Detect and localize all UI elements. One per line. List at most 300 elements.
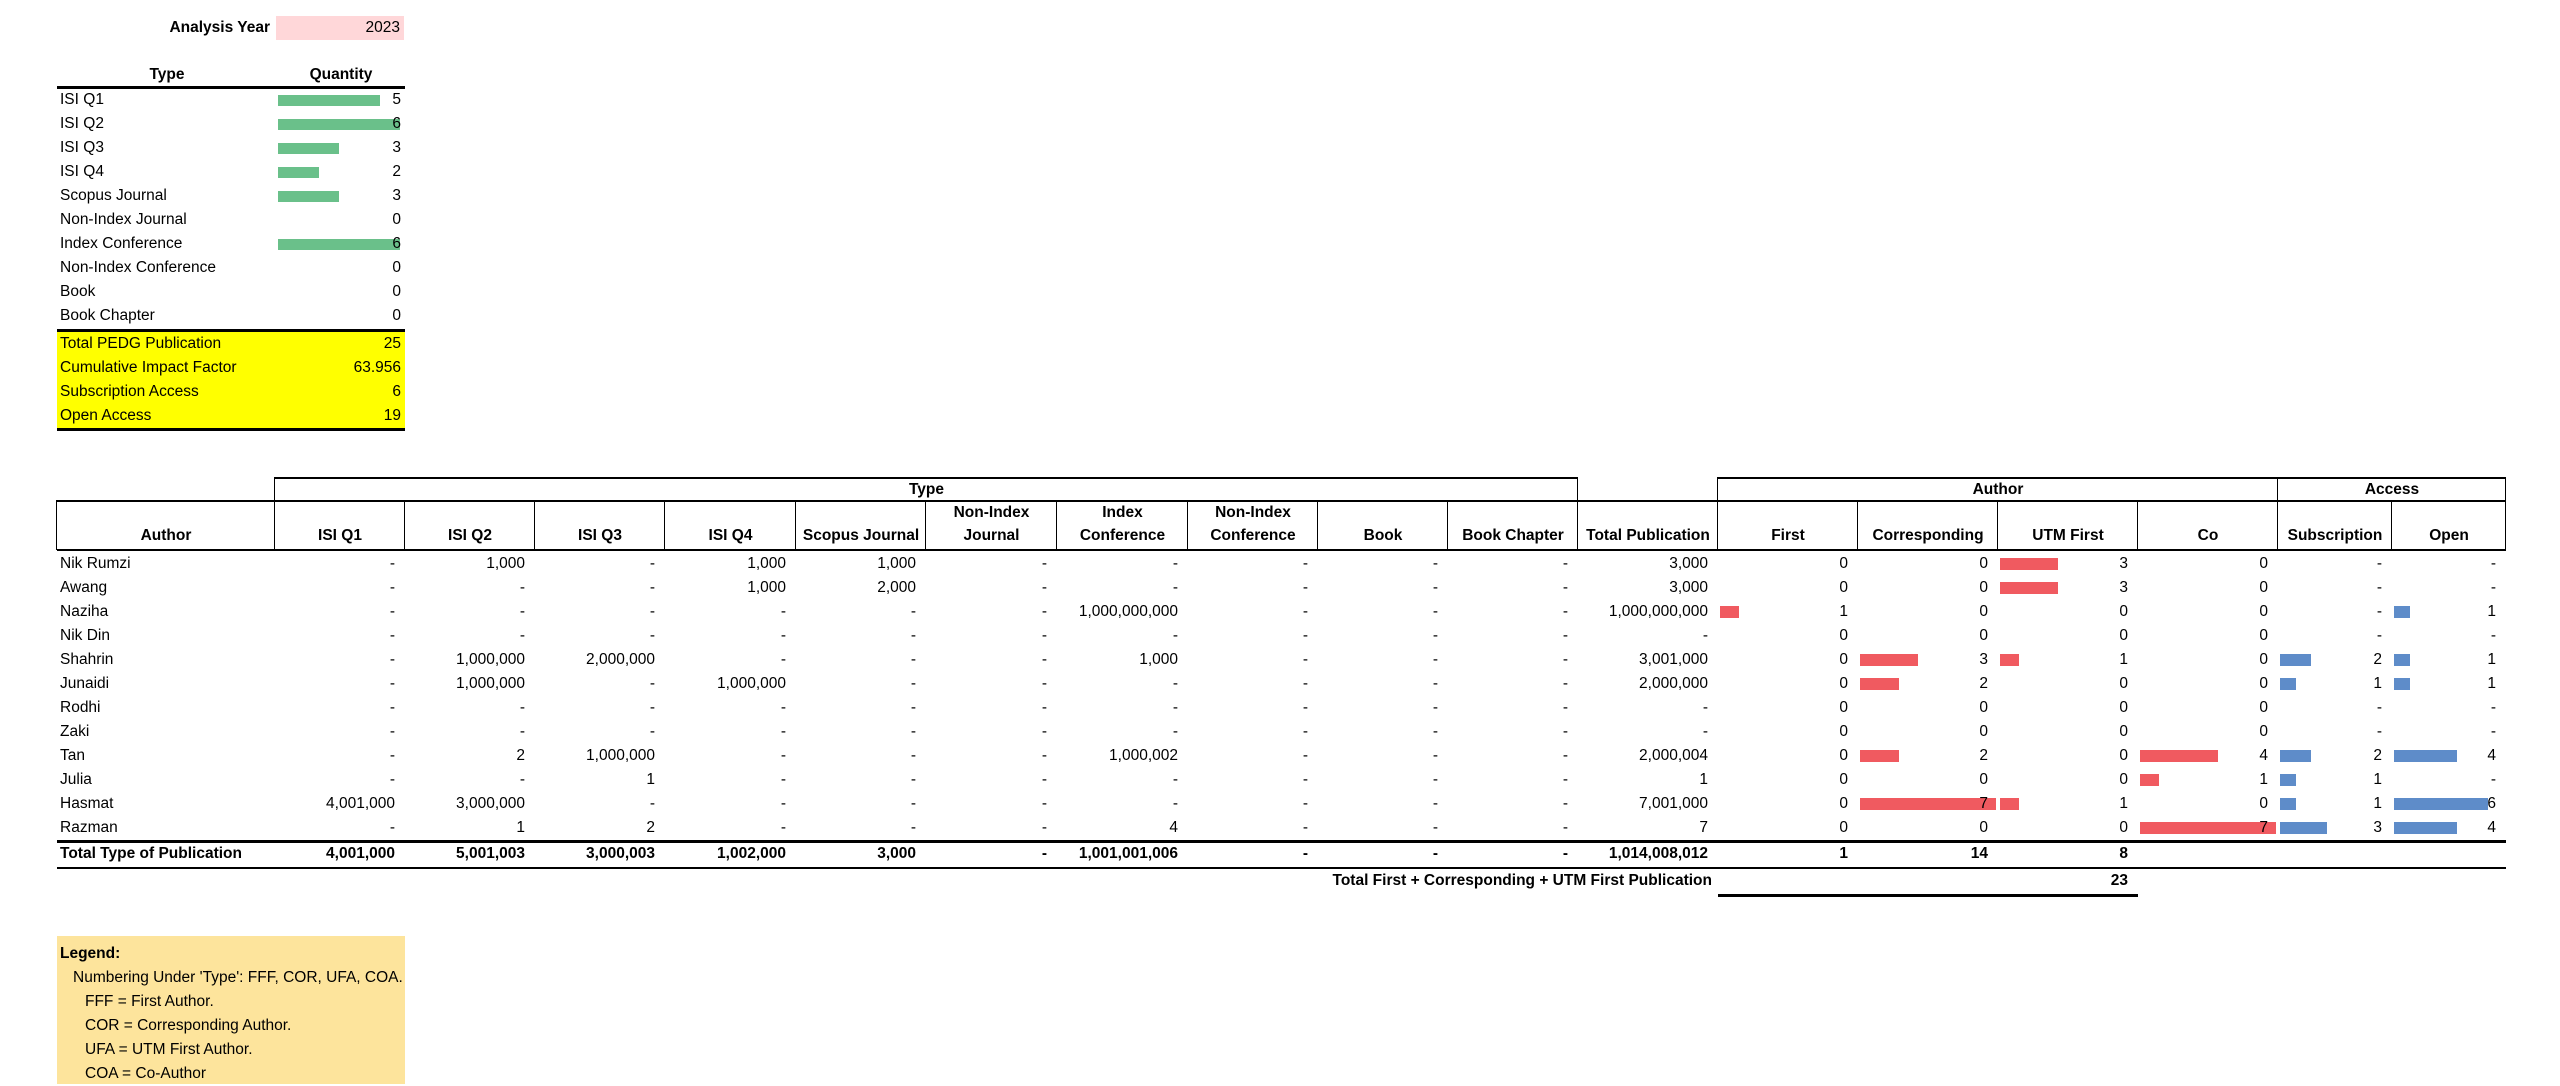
cell-q1[interactable]: -	[389, 627, 395, 644]
cell-q1[interactable]: -	[389, 723, 395, 740]
author-name: Razman	[60, 819, 118, 836]
cell-total[interactable]: 3,000	[1669, 555, 1708, 572]
cell-nic[interactable]: -	[1302, 627, 1308, 644]
grand-total-label: Total First + Corresponding + UTM First Publication	[1332, 872, 1712, 889]
cell-total[interactable]: 1	[1699, 771, 1708, 788]
cell-q1[interactable]: -	[389, 651, 395, 668]
cell-q1[interactable]: -	[389, 555, 395, 572]
cell-open[interactable]: 6	[2487, 795, 2496, 812]
cell-sub[interactable]: 2	[2373, 651, 2382, 668]
cell-q3[interactable]: -	[649, 723, 655, 740]
cell-q1[interactable]: -	[389, 603, 395, 620]
cell-book[interactable]: -	[1432, 723, 1438, 740]
cell-q3[interactable]: -	[649, 579, 655, 596]
cell-corr[interactable]: 0	[1979, 819, 1988, 836]
header-bottom-rule	[57, 549, 2506, 551]
cell-nic[interactable]: -	[1302, 795, 1308, 812]
cell-first[interactable]: 0	[1839, 819, 1848, 836]
cell-scopus[interactable]: -	[910, 699, 916, 716]
column-header: Total Publication	[1586, 527, 1710, 544]
cell-q3[interactable]: -	[649, 555, 655, 572]
cell-total[interactable]: 3,000	[1669, 579, 1708, 596]
grand-total-value: 23	[2110, 872, 2128, 889]
group-header-access: Access	[2364, 481, 2420, 498]
summary-row-qty[interactable]: 5	[392, 91, 401, 108]
cell-open[interactable]: -	[2490, 627, 2496, 644]
cell-q4[interactable]: -	[780, 723, 786, 740]
column-header: ISI Q1	[318, 527, 362, 544]
cell-corr[interactable]: 0	[1979, 555, 1988, 572]
cell-nij[interactable]: -	[1041, 555, 1047, 572]
cell-ic[interactable]: -	[1172, 675, 1178, 692]
legend-line: Numbering Under 'Type': FFF, COR, UFA, COA.	[73, 969, 403, 986]
cell-book[interactable]: -	[1432, 771, 1438, 788]
total-row-label: Total Type of Publication	[60, 845, 242, 862]
cell-corr[interactable]: 0	[1979, 771, 1988, 788]
summary-total-value[interactable]: 6	[392, 383, 401, 400]
cell-q3[interactable]: -	[649, 699, 655, 716]
author-name: Julia	[60, 771, 92, 788]
summary-total-label: Total PEDG Publication	[60, 335, 222, 352]
cell-utm[interactable]: 1	[2119, 795, 2128, 812]
cell-q4[interactable]: -	[780, 771, 786, 788]
cell-co[interactable]: 0	[2259, 579, 2268, 596]
cell-bc[interactable]: -	[1562, 627, 1568, 644]
cell-q4[interactable]: -	[780, 651, 786, 668]
cell-bc[interactable]: -	[1562, 675, 1568, 692]
cell-q4[interactable]: 1,000	[747, 579, 786, 596]
cell-q2[interactable]: 2	[516, 747, 525, 764]
cell-q4[interactable]: -	[780, 603, 786, 620]
cell-utm[interactable]: 0	[2119, 675, 2128, 692]
cell-q3[interactable]: -	[649, 627, 655, 644]
cell-q4[interactable]: -	[780, 699, 786, 716]
summary-row-qty[interactable]: 0	[392, 211, 401, 228]
cell-q2[interactable]: 3,000,000	[456, 795, 525, 812]
cell-q2[interactable]: -	[519, 579, 525, 596]
cell-bc[interactable]: -	[1562, 579, 1568, 596]
column-header: UTM First	[2032, 527, 2104, 544]
cell-open[interactable]: -	[2490, 699, 2496, 716]
cell-ic[interactable]: -	[1172, 771, 1178, 788]
total-row-q3: 3,000,003	[586, 845, 655, 862]
summary-row-qty[interactable]: 0	[392, 307, 401, 324]
cell-q1[interactable]: -	[389, 771, 395, 788]
cell-q3[interactable]: -	[649, 795, 655, 812]
summary-total-value[interactable]: 19	[383, 407, 401, 424]
summary-row-qty[interactable]: 3	[392, 139, 401, 156]
cell-q4[interactable]: 1,000,000	[717, 675, 786, 692]
summary-row-qty[interactable]: 0	[392, 283, 401, 300]
cell-total[interactable]: 2,000,000	[1639, 675, 1708, 692]
cell-total[interactable]: 1,000,000,000	[1608, 603, 1708, 620]
total-row-book: -	[1432, 845, 1438, 862]
cell-ic[interactable]: 1,000,000,000	[1078, 603, 1178, 620]
column-header: Non-Index	[953, 504, 1030, 521]
legend-line: FFF = First Author.	[85, 993, 214, 1010]
cell-utm[interactable]: 0	[2119, 819, 2128, 836]
cell-utm[interactable]: 0	[2119, 723, 2128, 740]
column-header: Book Chapter	[1462, 527, 1564, 544]
cell-ic[interactable]: -	[1172, 579, 1178, 596]
cell-co[interactable]: 0	[2259, 723, 2268, 740]
cell-open[interactable]: 1	[2487, 651, 2496, 668]
legend-line: UFA = UTM First Author.	[85, 1041, 253, 1058]
total-row-utm: 8	[2119, 845, 2128, 862]
summary-total-label: Cumulative Impact Factor	[60, 359, 237, 376]
column-header: ISI Q3	[578, 527, 622, 544]
cell-q3[interactable]: 2	[646, 819, 655, 836]
cell-scopus[interactable]: -	[910, 603, 916, 620]
cell-q4[interactable]: -	[780, 819, 786, 836]
column-header: Non-Index	[1215, 504, 1291, 521]
cell-nij[interactable]: -	[1041, 675, 1047, 692]
legend-line: COR = Corresponding Author.	[85, 1017, 292, 1034]
cell-total[interactable]: -	[1702, 723, 1708, 740]
cell-sub[interactable]: -	[2376, 699, 2382, 716]
cell-ic[interactable]: -	[1172, 723, 1178, 740]
cell-utm[interactable]: 0	[2119, 699, 2128, 716]
summary-row-type: ISI Q1	[60, 91, 104, 108]
cell-book[interactable]: -	[1432, 795, 1438, 812]
total-row-ic: 1,001,001,006	[1078, 845, 1178, 862]
cell-book[interactable]: -	[1432, 651, 1438, 668]
cell-bc[interactable]: -	[1562, 603, 1568, 620]
summary-row-type: ISI Q3	[60, 139, 104, 156]
cell-nij[interactable]: -	[1041, 699, 1047, 716]
grand-total-rule	[1718, 894, 2138, 897]
summary-row-type: Non-Index Conference	[60, 259, 216, 276]
cell-total[interactable]: -	[1702, 627, 1708, 644]
summary-row-type: ISI Q4	[60, 163, 104, 180]
cell-total[interactable]: -	[1702, 699, 1708, 716]
cell-first[interactable]: 0	[1839, 795, 1848, 812]
cell-scopus[interactable]: -	[910, 795, 916, 812]
cell-total[interactable]: 2,000,004	[1639, 747, 1708, 764]
cell-q2[interactable]: -	[519, 627, 525, 644]
cell-open[interactable]: -	[2490, 555, 2496, 572]
cell-open[interactable]: -	[2490, 771, 2496, 788]
summary-row-type: Index Conference	[60, 235, 183, 252]
legend-box	[57, 936, 405, 1084]
author-name: Shahrin	[60, 651, 114, 668]
summary-row-qty[interactable]: 6	[392, 115, 401, 132]
cell-nij[interactable]: -	[1041, 723, 1047, 740]
cell-first[interactable]: 0	[1839, 699, 1848, 716]
cell-q2[interactable]: 1,000,000	[456, 675, 525, 692]
cell-nij[interactable]: -	[1041, 771, 1047, 788]
total-row-q2: 5,001,003	[456, 845, 525, 862]
cell-q3[interactable]: -	[649, 675, 655, 692]
summary-total-label: Open Access	[60, 407, 152, 424]
cell-scopus[interactable]: -	[910, 771, 916, 788]
cell-open[interactable]: 4	[2487, 819, 2496, 836]
cell-scopus[interactable]: 1,000	[877, 555, 916, 572]
cell-open[interactable]: 1	[2487, 603, 2496, 620]
cell-utm[interactable]: 0	[2119, 771, 2128, 788]
total-row-first: 1	[1839, 845, 1848, 862]
cell-co[interactable]: 7	[2259, 819, 2268, 836]
cell-co[interactable]: 0	[2259, 651, 2268, 668]
cell-q2[interactable]: 1,000	[486, 555, 525, 572]
cell-co[interactable]: 0	[2259, 675, 2268, 692]
cell-co[interactable]: 0	[2259, 699, 2268, 716]
cell-q2[interactable]: -	[519, 771, 525, 788]
column-header: ISI Q2	[448, 527, 492, 544]
column-header: Conference	[1210, 527, 1296, 544]
summary-row-qty[interactable]: 3	[392, 187, 401, 204]
cell-sub[interactable]: -	[2376, 603, 2382, 620]
header-top-rule	[57, 500, 275, 502]
cell-q2[interactable]: 1	[516, 819, 525, 836]
cell-nij[interactable]: -	[1041, 819, 1047, 836]
cell-sub[interactable]: 1	[2373, 675, 2382, 692]
cell-q3[interactable]: 1,000,000	[586, 747, 655, 764]
cell-q4[interactable]: -	[780, 627, 786, 644]
cell-nic[interactable]: -	[1302, 699, 1308, 716]
summary-row-type: Book	[60, 283, 96, 300]
cell-nic[interactable]: -	[1302, 819, 1308, 836]
cell-co[interactable]: 4	[2259, 747, 2268, 764]
summary-row-qty[interactable]: 0	[392, 259, 401, 276]
column-header: Co	[2197, 527, 2219, 544]
summary-row-type: Non-Index Journal	[60, 211, 187, 228]
cell-sub[interactable]: 1	[2373, 771, 2382, 788]
cell-scopus[interactable]: -	[910, 627, 916, 644]
cell-q1[interactable]: -	[389, 747, 395, 764]
cell-co[interactable]: 1	[2259, 771, 2268, 788]
cell-bc[interactable]: -	[1562, 651, 1568, 668]
cell-sub[interactable]: 2	[2373, 747, 2382, 764]
cell-sub[interactable]: -	[2376, 627, 2382, 644]
analysis-year-input[interactable]: 2023	[276, 16, 404, 40]
author-name: Junaidi	[60, 675, 110, 692]
summary-row-qty[interactable]: 2	[392, 163, 401, 180]
cell-corr[interactable]: 0	[1979, 603, 1988, 620]
cell-q4[interactable]: -	[780, 795, 786, 812]
cell-q1[interactable]: -	[389, 819, 395, 836]
author-name: Awang	[60, 579, 108, 596]
total-row-total: 1,014,008,012	[1608, 845, 1708, 862]
cell-bc[interactable]: -	[1562, 555, 1568, 572]
cell-q1[interactable]: -	[389, 699, 395, 716]
summary-totals-bottom-rule	[57, 428, 405, 431]
column-header: Book	[1363, 527, 1403, 544]
author-name: Hasmat	[60, 795, 114, 812]
cell-nij[interactable]: -	[1041, 651, 1047, 668]
cell-bc[interactable]: -	[1562, 771, 1568, 788]
summary-total-label: Subscription Access	[60, 383, 199, 400]
cell-first[interactable]: 1	[1839, 603, 1848, 620]
total-row-corr: 14	[1970, 845, 1988, 862]
cell-q3[interactable]: 2,000,000	[586, 651, 655, 668]
cell-utm[interactable]: 1	[2119, 651, 2128, 668]
legend-line: COA = Co-Author	[85, 1065, 207, 1082]
cell-q4[interactable]: -	[780, 747, 786, 764]
cell-nic[interactable]: -	[1302, 603, 1308, 620]
cell-total[interactable]: 7	[1699, 819, 1708, 836]
cell-q1[interactable]: -	[389, 579, 395, 596]
cell-ic[interactable]: 1,000,002	[1109, 747, 1178, 764]
cell-corr[interactable]: 7	[1979, 795, 1988, 812]
summary-header-type: Type	[149, 66, 185, 83]
cell-q3[interactable]: -	[649, 603, 655, 620]
column-header: Scopus Journal	[802, 527, 920, 544]
author-name: Tan	[60, 747, 85, 764]
cell-nic[interactable]: -	[1302, 747, 1308, 764]
summary-row-type: Scopus Journal	[60, 187, 167, 204]
cell-q1[interactable]: 4,001,000	[326, 795, 395, 812]
cell-ic[interactable]: 1,000	[1139, 651, 1178, 668]
summary-row-qty[interactable]: 6	[392, 235, 401, 252]
cell-nic[interactable]: -	[1302, 675, 1308, 692]
cell-corr[interactable]: 2	[1979, 747, 1988, 764]
column-header: Index	[1102, 504, 1143, 521]
column-header: Subscription	[2287, 527, 2383, 544]
cell-first[interactable]: 0	[1839, 723, 1848, 740]
column-header: Journal	[963, 527, 1020, 544]
column-header: Author	[140, 527, 192, 544]
legend-title: Legend:	[60, 945, 121, 962]
cell-first[interactable]: 0	[1839, 747, 1848, 764]
summary-row-type: Book Chapter	[60, 307, 155, 324]
cell-nic[interactable]: -	[1302, 555, 1308, 572]
cell-sub[interactable]: 3	[2373, 819, 2382, 836]
cell-ic[interactable]: -	[1172, 795, 1178, 812]
total-row-scopus: 3,000	[877, 845, 916, 862]
cell-ic[interactable]: -	[1172, 627, 1178, 644]
cell-corr[interactable]: 0	[1979, 699, 1988, 716]
summary-total-value[interactable]: 25	[383, 335, 401, 352]
cell-nij[interactable]: -	[1041, 747, 1047, 764]
column-header: ISI Q4	[708, 527, 753, 544]
author-name: Nik Din	[60, 627, 110, 644]
cell-bc[interactable]: -	[1562, 723, 1568, 740]
total-row-q4: 1,002,000	[717, 845, 786, 862]
cell-scopus[interactable]: -	[910, 819, 916, 836]
cell-first[interactable]: 0	[1839, 651, 1848, 668]
cell-sub[interactable]: -	[2376, 555, 2382, 572]
cell-book[interactable]: -	[1432, 675, 1438, 692]
cell-q2[interactable]: -	[519, 699, 525, 716]
author-name: Nik Rumzi	[60, 555, 131, 572]
cell-bc[interactable]: -	[1562, 699, 1568, 716]
cell-total[interactable]: 7,001,000	[1639, 795, 1708, 812]
summary-total-value[interactable]: 63.956	[353, 359, 401, 376]
cell-utm[interactable]: 0	[2119, 627, 2128, 644]
cell-sub[interactable]: 1	[2373, 795, 2382, 812]
cell-nij[interactable]: -	[1041, 603, 1047, 620]
cell-bc[interactable]: -	[1562, 795, 1568, 812]
cell-q3[interactable]: 1	[646, 771, 655, 788]
cell-book[interactable]: -	[1432, 747, 1438, 764]
cell-utm[interactable]: 0	[2119, 603, 2128, 620]
cell-nic[interactable]: -	[1302, 723, 1308, 740]
cell-sub[interactable]: -	[2376, 579, 2382, 596]
group-header-author: Author	[1972, 481, 2024, 498]
cell-nic[interactable]: -	[1302, 651, 1308, 668]
column-header: First	[1771, 527, 1805, 544]
cell-q1[interactable]: -	[389, 675, 395, 692]
cell-nij[interactable]: -	[1041, 579, 1047, 596]
cell-ic[interactable]: -	[1172, 555, 1178, 572]
cell-ic[interactable]: 4	[1169, 819, 1178, 836]
author-name: Naziha	[60, 603, 109, 620]
column-header: Conference	[1079, 527, 1166, 544]
cell-nij[interactable]: -	[1041, 795, 1047, 812]
total-row-nic: -	[1302, 845, 1308, 862]
cell-utm[interactable]: 3	[2119, 579, 2128, 596]
author-name: Rodhi	[60, 699, 101, 716]
cell-utm[interactable]: 3	[2119, 555, 2128, 572]
group-header-type: Type	[908, 481, 945, 498]
cell-first[interactable]: 0	[1839, 627, 1848, 644]
cell-co[interactable]: 0	[2259, 627, 2268, 644]
cell-corr[interactable]: 0	[1979, 579, 1988, 596]
cell-first[interactable]: 0	[1839, 675, 1848, 692]
cell-corr[interactable]: 2	[1979, 675, 1988, 692]
cell-bc[interactable]: -	[1562, 747, 1568, 764]
cell-nij[interactable]: -	[1041, 627, 1047, 644]
cell-sub[interactable]: -	[2376, 723, 2382, 740]
cell-q2[interactable]: -	[519, 723, 525, 740]
cell-ic[interactable]: -	[1172, 699, 1178, 716]
cell-co[interactable]: 0	[2259, 795, 2268, 812]
cell-utm[interactable]: 0	[2119, 747, 2128, 764]
total-row-q1: 4,001,000	[326, 845, 395, 862]
total-row-bc: -	[1562, 845, 1568, 862]
cell-bc[interactable]: -	[1562, 819, 1568, 836]
cell-scopus[interactable]: -	[910, 675, 916, 692]
cell-book[interactable]: -	[1432, 579, 1438, 596]
cell-nic[interactable]: -	[1302, 771, 1308, 788]
cell-book[interactable]: -	[1432, 555, 1438, 572]
cell-open[interactable]: -	[2490, 579, 2496, 596]
cell-book[interactable]: -	[1432, 603, 1438, 620]
cell-open[interactable]: -	[2490, 723, 2496, 740]
cell-q2[interactable]: -	[519, 603, 525, 620]
cell-co[interactable]: 0	[2259, 555, 2268, 572]
cell-corr[interactable]: 0	[1979, 723, 1988, 740]
cell-first[interactable]: 0	[1839, 579, 1848, 596]
cell-first[interactable]: 0	[1839, 771, 1848, 788]
cell-scopus[interactable]: -	[910, 723, 916, 740]
cell-book[interactable]: -	[1432, 699, 1438, 716]
cell-book[interactable]: -	[1432, 627, 1438, 644]
cell-open[interactable]: 1	[2487, 675, 2496, 692]
cell-scopus[interactable]: 2,000	[877, 579, 916, 596]
header-top-rule-2	[1578, 500, 1718, 502]
cell-scopus[interactable]: -	[910, 747, 916, 764]
cell-q4[interactable]: 1,000	[747, 555, 786, 572]
cell-book[interactable]: -	[1432, 819, 1438, 836]
cell-first[interactable]: 0	[1839, 555, 1848, 572]
cell-corr[interactable]: 0	[1979, 627, 1988, 644]
total-row-nij: -	[1041, 845, 1047, 862]
cell-open[interactable]: 4	[2487, 747, 2496, 764]
summary-row-type: ISI Q2	[60, 115, 104, 132]
cell-total[interactable]: 3,001,000	[1639, 651, 1708, 668]
cell-nic[interactable]: -	[1302, 579, 1308, 596]
column-header: Open	[2429, 527, 2469, 544]
summary-header-quantity: Quantity	[309, 66, 373, 83]
cell-co[interactable]: 0	[2259, 603, 2268, 620]
cell-q2[interactable]: 1,000,000	[456, 651, 525, 668]
analysis-year-label: Analysis Year	[169, 19, 270, 36]
column-header: Corresponding	[1872, 527, 1984, 544]
cell-corr[interactable]: 3	[1979, 651, 1988, 668]
cell-scopus[interactable]: -	[910, 651, 916, 668]
